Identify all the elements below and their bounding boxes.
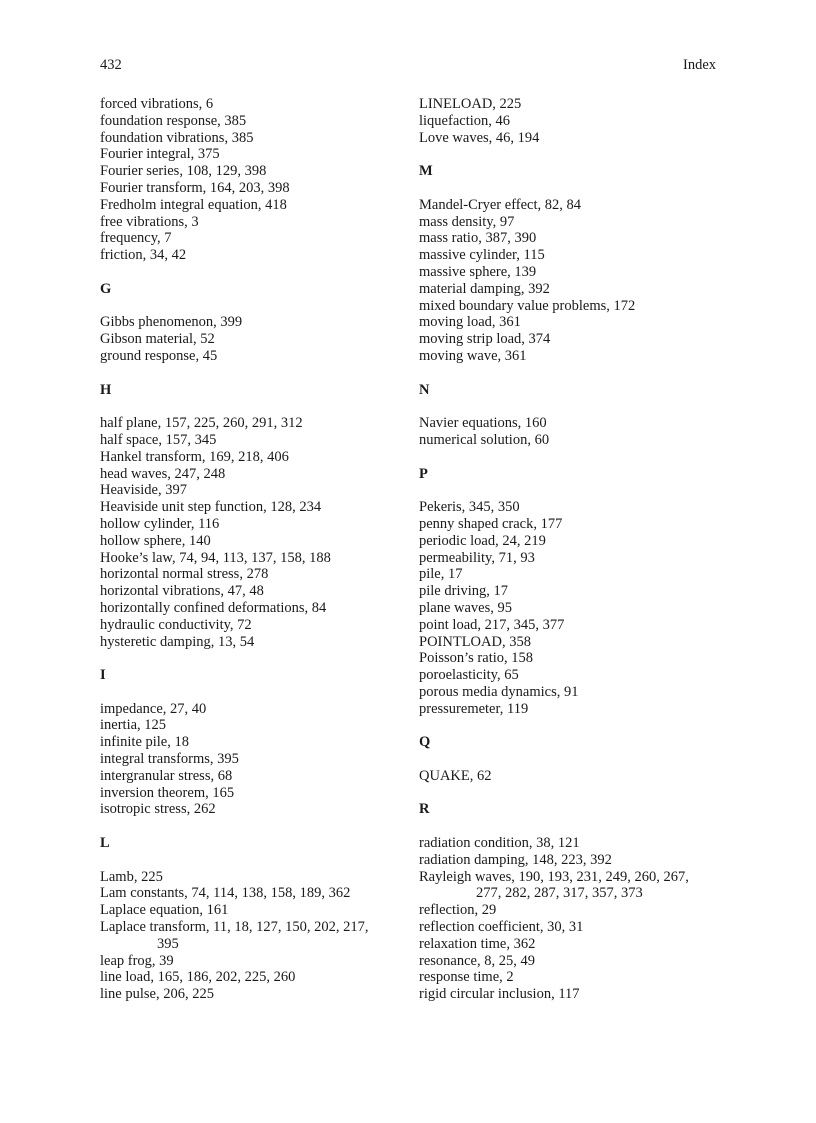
index-entry: porous media dynamics, 91 [419, 683, 579, 700]
index-entry: Love waves, 46, 194 [419, 129, 540, 146]
index-entry: horizontal normal stress, 278 [100, 566, 269, 583]
index-entry: pile driving, 17 [419, 583, 509, 600]
index-entry: plane waves, 95 [419, 599, 513, 616]
index-letter-heading: H [100, 381, 112, 398]
index-entry: foundation vibrations, 385 [100, 129, 254, 146]
index-entry: Hooke’s law, 74, 94, 113, 137, 158, 188 [100, 549, 331, 566]
index-entry: Lamb, 225 [100, 868, 163, 885]
index-entry: hollow sphere, 140 [100, 532, 211, 549]
spacer [419, 482, 729, 499]
page-number: 432 [100, 57, 122, 73]
spacer [419, 751, 729, 768]
index-entry: Hankel transform, 169, 218, 406 [100, 448, 289, 465]
spacer [419, 365, 729, 382]
index-column-right [419, 96, 729, 1003]
index-letter-heading: G [100, 280, 112, 297]
index-entry: integral transforms, 395 [100, 751, 239, 768]
index-entry: radiation damping, 148, 223, 392 [419, 851, 612, 868]
index-entry: mixed boundary value problems, 172 [419, 297, 636, 314]
index-entry: Fourier series, 108, 129, 398 [100, 163, 267, 180]
index-entry: Navier equations, 160 [419, 415, 547, 432]
index-entry: Heaviside, 397 [100, 482, 187, 499]
index-entry: isotropic stress, 262 [100, 801, 216, 818]
index-entry: Fourier integral, 375 [100, 146, 220, 163]
index-entry: free vibrations, 3 [100, 213, 199, 230]
spacer [419, 180, 729, 197]
index-entry: inertia, 125 [100, 717, 167, 734]
spacer [100, 298, 410, 315]
index-entry: moving strip load, 374 [419, 331, 551, 348]
index-entry: head waves, 247, 248 [100, 465, 226, 482]
index-entry: hollow cylinder, 116 [100, 515, 220, 532]
index-letter-heading: Q [419, 734, 431, 751]
index-entry: reflection coefficient, 30, 31 [419, 919, 584, 936]
index-entry: moving wave, 361 [419, 347, 527, 364]
index-entry: pressuremeter, 119 [419, 700, 529, 717]
index-entry: foundation response, 385 [100, 112, 247, 129]
index-entry: ground response, 45 [100, 347, 218, 364]
index-entry: friction, 34, 42 [100, 247, 187, 264]
index-letter-heading: M [419, 163, 433, 180]
index-entry: rigid circular inclusion, 117 [419, 986, 580, 1003]
spacer [419, 785, 729, 802]
index-entry: Mandel-Cryer effect, 82, 84 [419, 196, 581, 213]
index-entry: radiation condition, 38, 121 [419, 835, 580, 852]
index-entry: inversion theorem, 165 [100, 784, 235, 801]
index-entry-continuation: 277, 282, 287, 317, 357, 373 [476, 885, 643, 902]
index-entry: infinite pile, 18 [100, 734, 189, 751]
index-entry: massive sphere, 139 [419, 263, 537, 280]
index-entry: Heaviside unit step function, 128, 234 [100, 499, 322, 516]
index-entry: line pulse, 206, 225 [100, 986, 214, 1003]
index-entry: periodic load, 24, 219 [419, 532, 546, 549]
index-entry: half space, 157, 345 [100, 431, 217, 448]
index-entry: Gibson material, 52 [100, 331, 215, 348]
index-entry: line load, 165, 186, 202, 225, 260 [100, 969, 296, 986]
spacer [100, 684, 410, 701]
running-head: Index [682, 57, 716, 73]
index-entry: horizontal vibrations, 47, 48 [100, 583, 264, 600]
index-entry: poroelasticity, 65 [419, 667, 519, 684]
index-entry: Laplace transform, 11, 18, 127, 150, 202, 217, [100, 919, 369, 936]
index-entry: Fourier transform, 164, 203, 398 [100, 179, 290, 196]
index-entry: numerical solution, 60 [419, 431, 550, 448]
index-entry: penny shaped crack, 177 [419, 515, 563, 532]
index-entry: impedance, 27, 40 [100, 700, 207, 717]
spacer [100, 818, 410, 835]
index-entry: Poisson’s ratio, 158 [419, 650, 533, 667]
index-entry: POINTLOAD, 358 [419, 633, 531, 650]
index-entry: moving load, 361 [419, 314, 521, 331]
index-entry-continuation: 395 [157, 935, 179, 952]
index-entry: permeability, 71, 93 [419, 549, 535, 566]
index-letter-heading: I [100, 667, 106, 684]
index-entry: leap frog, 39 [100, 952, 174, 969]
spacer [100, 398, 410, 415]
index-letter-heading: N [419, 381, 430, 398]
index-entry: Laplace equation, 161 [100, 902, 229, 919]
index-entry: pile, 17 [419, 566, 463, 583]
index-entry: resonance, 8, 25, 49 [419, 952, 535, 969]
index-letter-heading: P [419, 465, 428, 482]
spacer [419, 398, 729, 415]
index-entry: point load, 217, 345, 377 [419, 616, 565, 633]
index-entry: intergranular stress, 68 [100, 767, 233, 784]
index-entry: reflection, 29 [419, 902, 497, 919]
index-entry: liquefaction, 46 [419, 112, 511, 129]
index-entry: LINELOAD, 225 [419, 96, 522, 112]
index-letter-heading: R [419, 801, 430, 818]
index-entry: Rayleigh waves, 190, 193, 231, 249, 260, 267, [419, 868, 689, 885]
index-entry: hysteretic damping, 13, 54 [100, 633, 255, 650]
spacer [419, 146, 729, 163]
index-entry: material damping, 392 [419, 280, 550, 297]
spacer [419, 818, 729, 835]
spacer [100, 852, 410, 869]
spacer [419, 717, 729, 734]
spacer [419, 449, 729, 466]
spacer [100, 365, 410, 382]
index-entry: mass density, 97 [419, 213, 515, 230]
index-letter-heading: L [100, 835, 110, 852]
index-entry: relaxation time, 362 [419, 935, 536, 952]
index-entry: mass ratio, 387, 390 [419, 230, 537, 247]
index-entry: massive cylinder, 115 [419, 247, 545, 264]
index-entry: Lam constants, 74, 114, 138, 158, 189, 362 [100, 885, 351, 902]
index-entry: horizontally confined deformations, 84 [100, 599, 327, 616]
index-entry: Gibbs phenomenon, 399 [100, 314, 243, 331]
spacer [100, 650, 410, 667]
index-entry: forced vibrations, 6 [100, 96, 214, 112]
index-entry: frequency, 7 [100, 230, 172, 247]
index-entry: response time, 2 [419, 969, 514, 986]
index-entry: Fredholm integral equation, 418 [100, 196, 287, 213]
spacer [100, 264, 410, 281]
index-column-left [100, 96, 410, 1003]
index-entry: half plane, 157, 225, 260, 291, 312 [100, 415, 303, 432]
index-entry: hydraulic conductivity, 72 [100, 616, 252, 633]
index-entry: Pekeris, 345, 350 [419, 499, 520, 516]
index-entry: QUAKE, 62 [419, 767, 492, 784]
